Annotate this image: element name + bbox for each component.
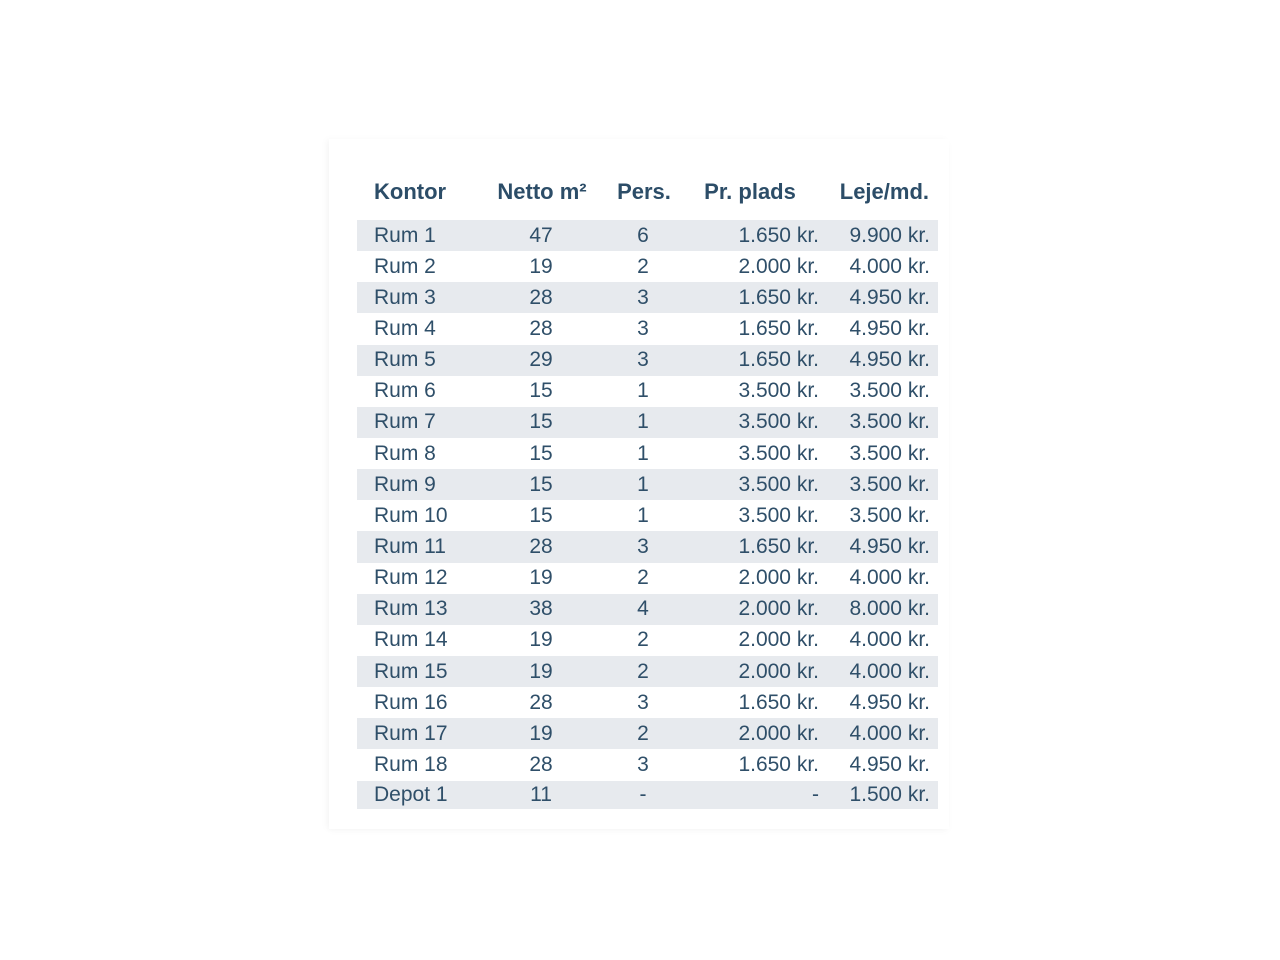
cell-leje: 4.000 kr.: [849, 254, 930, 278]
cell-pers: 6: [637, 223, 649, 247]
cell-pers: -: [639, 782, 647, 806]
cell-kontor: Rum 12: [374, 566, 448, 590]
cell-leje: 4.950 kr.: [849, 348, 930, 372]
cell-netto: 29: [529, 348, 553, 372]
table-row: [357, 345, 938, 376]
cell-netto: 19: [529, 659, 553, 683]
table-row: [357, 220, 938, 251]
cell-pers: 3: [637, 752, 649, 776]
cell-pers: 1: [637, 410, 649, 434]
cell-netto: 19: [529, 721, 553, 745]
cell-leje: 4.950 kr.: [849, 316, 930, 340]
cell-leje: 8.000 kr.: [849, 597, 930, 621]
cell-pr-plads: 2.000 kr.: [738, 597, 819, 621]
cell-netto: 19: [529, 566, 553, 590]
cell-leje: 3.500 kr.: [849, 379, 930, 403]
cell-leje: 4.000 kr.: [849, 721, 930, 745]
cell-pr-plads: 3.500 kr.: [738, 410, 819, 434]
cell-leje: 4.000 kr.: [849, 566, 930, 590]
cell-leje: 4.000 kr.: [849, 659, 930, 683]
cell-kontor: Rum 15: [374, 659, 448, 683]
cell-leje: 9.900 kr.: [849, 223, 930, 247]
cell-pr-plads: 2.000 kr.: [738, 628, 819, 652]
cell-leje: 3.500 kr.: [849, 410, 930, 434]
table-row: [357, 749, 938, 780]
cell-kontor: Rum 7: [374, 410, 436, 434]
cell-pr-plads: 1.650 kr.: [738, 223, 819, 247]
cell-kontor: Rum 13: [374, 597, 448, 621]
table-row: [357, 687, 938, 718]
cell-kontor: Rum 2: [374, 254, 436, 278]
cell-pers: 1: [637, 441, 649, 465]
header-kontor: Kontor: [374, 179, 447, 204]
table-header-row: [357, 174, 938, 210]
cell-leje: 3.500 kr.: [849, 472, 930, 496]
cell-leje: 4.950 kr.: [849, 285, 930, 309]
cell-pr-plads: 1.650 kr.: [738, 348, 819, 372]
table-row: [357, 594, 938, 625]
cell-netto: 15: [529, 379, 553, 403]
cell-netto: 28: [529, 752, 553, 776]
cell-netto: 11: [530, 782, 552, 806]
cell-netto: 38: [529, 597, 553, 621]
header-leje: Leje/md.: [839, 179, 929, 204]
table-row: [357, 251, 938, 282]
cell-kontor: Rum 8: [374, 441, 436, 465]
cell-netto: 47: [529, 223, 553, 247]
cell-kontor: Rum 5: [374, 348, 436, 372]
cell-pr-plads: 3.500 kr.: [738, 379, 819, 403]
cell-pers: 3: [637, 316, 649, 340]
cell-netto: 28: [529, 285, 553, 309]
cell-kontor: Rum 16: [374, 690, 448, 714]
table-row: [357, 625, 938, 656]
cell-leje: 4.950 kr.: [849, 534, 930, 558]
cell-pr-plads: 1.650 kr.: [738, 316, 819, 340]
cell-pers: 1: [637, 472, 649, 496]
header-pr-plads: Pr. plads: [704, 179, 796, 204]
cell-pers: 3: [637, 534, 649, 558]
cell-pr-plads: 3.500 kr.: [738, 441, 819, 465]
cell-kontor: Rum 1: [374, 223, 436, 247]
cell-netto: 28: [529, 534, 553, 558]
cell-leje: 1.500 kr.: [849, 782, 930, 806]
cell-leje: 3.500 kr.: [849, 441, 930, 465]
table-row: [357, 781, 938, 809]
cell-kontor: Rum 6: [374, 379, 436, 403]
cell-pr-plads: 1.650 kr.: [738, 690, 819, 714]
cell-pr-plads: 3.500 kr.: [738, 472, 819, 496]
cell-netto: 15: [529, 472, 553, 496]
table-row: [357, 563, 938, 594]
cell-netto: 28: [529, 690, 553, 714]
office-rental-table: [357, 174, 938, 806]
cell-pers: 1: [637, 503, 649, 527]
cell-pers: 3: [637, 285, 649, 309]
table-row: [357, 438, 938, 469]
cell-leje: 4.950 kr.: [849, 690, 930, 714]
cell-leje: 3.500 kr.: [849, 503, 930, 527]
cell-pers: 2: [637, 721, 649, 745]
cell-leje: 4.000 kr.: [849, 628, 930, 652]
cell-pers: 4: [637, 597, 649, 621]
cell-pers: 2: [637, 628, 649, 652]
cell-kontor: Rum 4: [374, 316, 436, 340]
cell-pr-plads: 2.000 kr.: [738, 659, 819, 683]
cell-pers: 2: [637, 659, 649, 683]
cell-pers: 2: [637, 566, 649, 590]
cell-pers: 1: [637, 379, 649, 403]
table-row: [357, 656, 938, 687]
cell-pers: 3: [637, 348, 649, 372]
cell-netto: 19: [529, 628, 553, 652]
table-row: [357, 407, 938, 438]
cell-kontor: Rum 9: [374, 472, 436, 496]
cell-pers: 2: [637, 254, 649, 278]
cell-kontor: Depot 1: [374, 782, 448, 806]
cell-kontor: Rum 14: [374, 628, 448, 652]
header-pers: Pers.: [617, 179, 671, 204]
cell-netto: 15: [529, 503, 553, 527]
cell-netto: 28: [529, 316, 553, 340]
cell-pr-plads: 2.000 kr.: [738, 566, 819, 590]
table-row: [357, 313, 938, 344]
cell-pr-plads: 1.650 kr.: [738, 285, 819, 309]
cell-kontor: Rum 17: [374, 721, 448, 745]
cell-pr-plads: 1.650 kr.: [738, 752, 819, 776]
table-row: [357, 376, 938, 407]
cell-kontor: Rum 10: [374, 503, 448, 527]
cell-pr-plads: -: [812, 782, 819, 806]
table-row: [357, 531, 938, 562]
cell-leje: 4.950 kr.: [849, 752, 930, 776]
table-row: [357, 500, 938, 531]
cell-pr-plads: 3.500 kr.: [738, 503, 819, 527]
table-body: [357, 220, 938, 809]
cell-pr-plads: 2.000 kr.: [738, 254, 819, 278]
cell-netto: 15: [529, 410, 553, 434]
header-netto: Netto m²: [497, 179, 587, 204]
cell-pr-plads: 1.650 kr.: [738, 534, 819, 558]
cell-pr-plads: 2.000 kr.: [738, 721, 819, 745]
table-row: [357, 282, 938, 313]
cell-netto: 15: [529, 441, 553, 465]
cell-pers: 3: [637, 690, 649, 714]
cell-kontor: Rum 11: [374, 534, 446, 558]
table-row: [357, 469, 938, 500]
cell-kontor: Rum 3: [374, 285, 436, 309]
cell-kontor: Rum 18: [374, 752, 448, 776]
table-row: [357, 718, 938, 749]
cell-netto: 19: [529, 254, 553, 278]
